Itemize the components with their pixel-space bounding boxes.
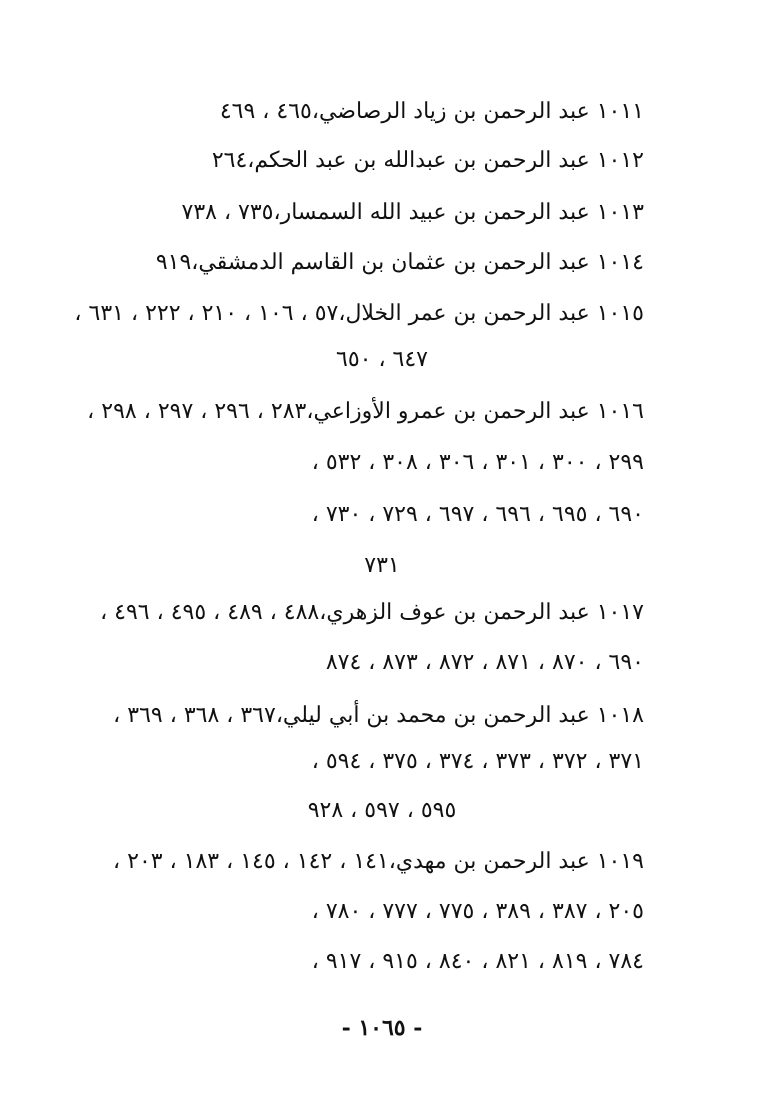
index-entry-continuation: ٦٩٠ ، ٨٧٠ ، ٨٧١ ، ٨٧٢ ، ٨٧٣ ، ٨٧٤: [325, 650, 644, 675]
index-entry-1016: ١٠١٦ عبد الرحمن بن عمرو الأوزاعي،٢٨٣ ، ٢٩٦ ، ٢٩٧ ، ٢٩٨ ،: [87, 399, 644, 424]
index-entry-continuation: ٢٩٩ ، ٣٠٠ ، ٣٠١ ، ٣٠٦ ، ٣٠٨ ، ٥٣٢ ،: [311, 450, 644, 475]
index-entry-continuation: ٣٧١ ، ٣٧٢ ، ٣٧٣ ، ٣٧٤ ، ٣٧٥ ، ٥٩٤ ،: [311, 749, 644, 774]
index-entry-1013: ١٠١٣ عبد الرحمن بن عبيد الله السمسار،٧٣٥ ، ٧٣٨: [181, 200, 644, 225]
index-entry-1019: ١٠١٩ عبد الرحمن بن مهدي،١٤١ ، ١٤٢ ، ١٤٥ ، ١٨٣ ، ٢٠٣ ،: [113, 849, 644, 874]
index-entry-1011: ١٠١١ عبد الرحمن بن زياد الرصاضي،٤٦٥ ، ٤٦٩: [219, 99, 644, 124]
index-entry-1012: ١٠١٢ عبد الرحمن بن عبدالله بن عبد الحكم،٢٦٤: [211, 148, 644, 173]
index-entry-1014: ١٠١٤ عبد الرحمن بن عثمان بن القاسم الدمشقي،٩١٩: [155, 250, 644, 275]
index-entry-continuation: ٧٨٤ ، ٨١٩ ، ٨٢١ ، ٨٤٠ ، ٩١٥ ، ٩١٧ ،: [311, 949, 644, 974]
index-entry-continuation: ٦٩٠ ، ٦٩٥ ، ٦٩٦ ، ٦٩٧ ، ٧٢٩ ، ٧٣٠ ،: [311, 502, 644, 527]
index-entry-continuation: ٦٤٧ ، ٦٥٠: [336, 347, 428, 372]
page-number: - ١٠٦٥ -: [341, 1015, 423, 1041]
index-entry-continuation: ٥٩٥ ، ٥٩٧ ، ٩٢٨: [307, 798, 457, 823]
index-entry-1018: ١٠١٨ عبد الرحمن بن محمد بن أبي ليلي،٣٦٧ ، ٣٦٨ ، ٣٦٩ ،: [113, 703, 644, 728]
index-entry-continuation: ٢٠٥ ، ٣٨٧ ، ٣٨٩ ، ٧٧٥ ، ٧٧٧ ، ٧٨٠ ،: [311, 899, 644, 924]
index-entry-1017: ١٠١٧ عبد الرحمن بن عوف الزهري،٤٨٨ ، ٤٨٩ ، ٤٩٥ ، ٤٩٦ ،: [100, 600, 644, 625]
index-entry-continuation: ٧٣١: [364, 553, 400, 578]
index-entry-1015: ١٠١٥ عبد الرحمن بن عمر الخلال،٥٧ ، ١٠٦ ، ٢١٠ ، ٢٢٢ ، ٦٣١ ،: [74, 301, 644, 326]
